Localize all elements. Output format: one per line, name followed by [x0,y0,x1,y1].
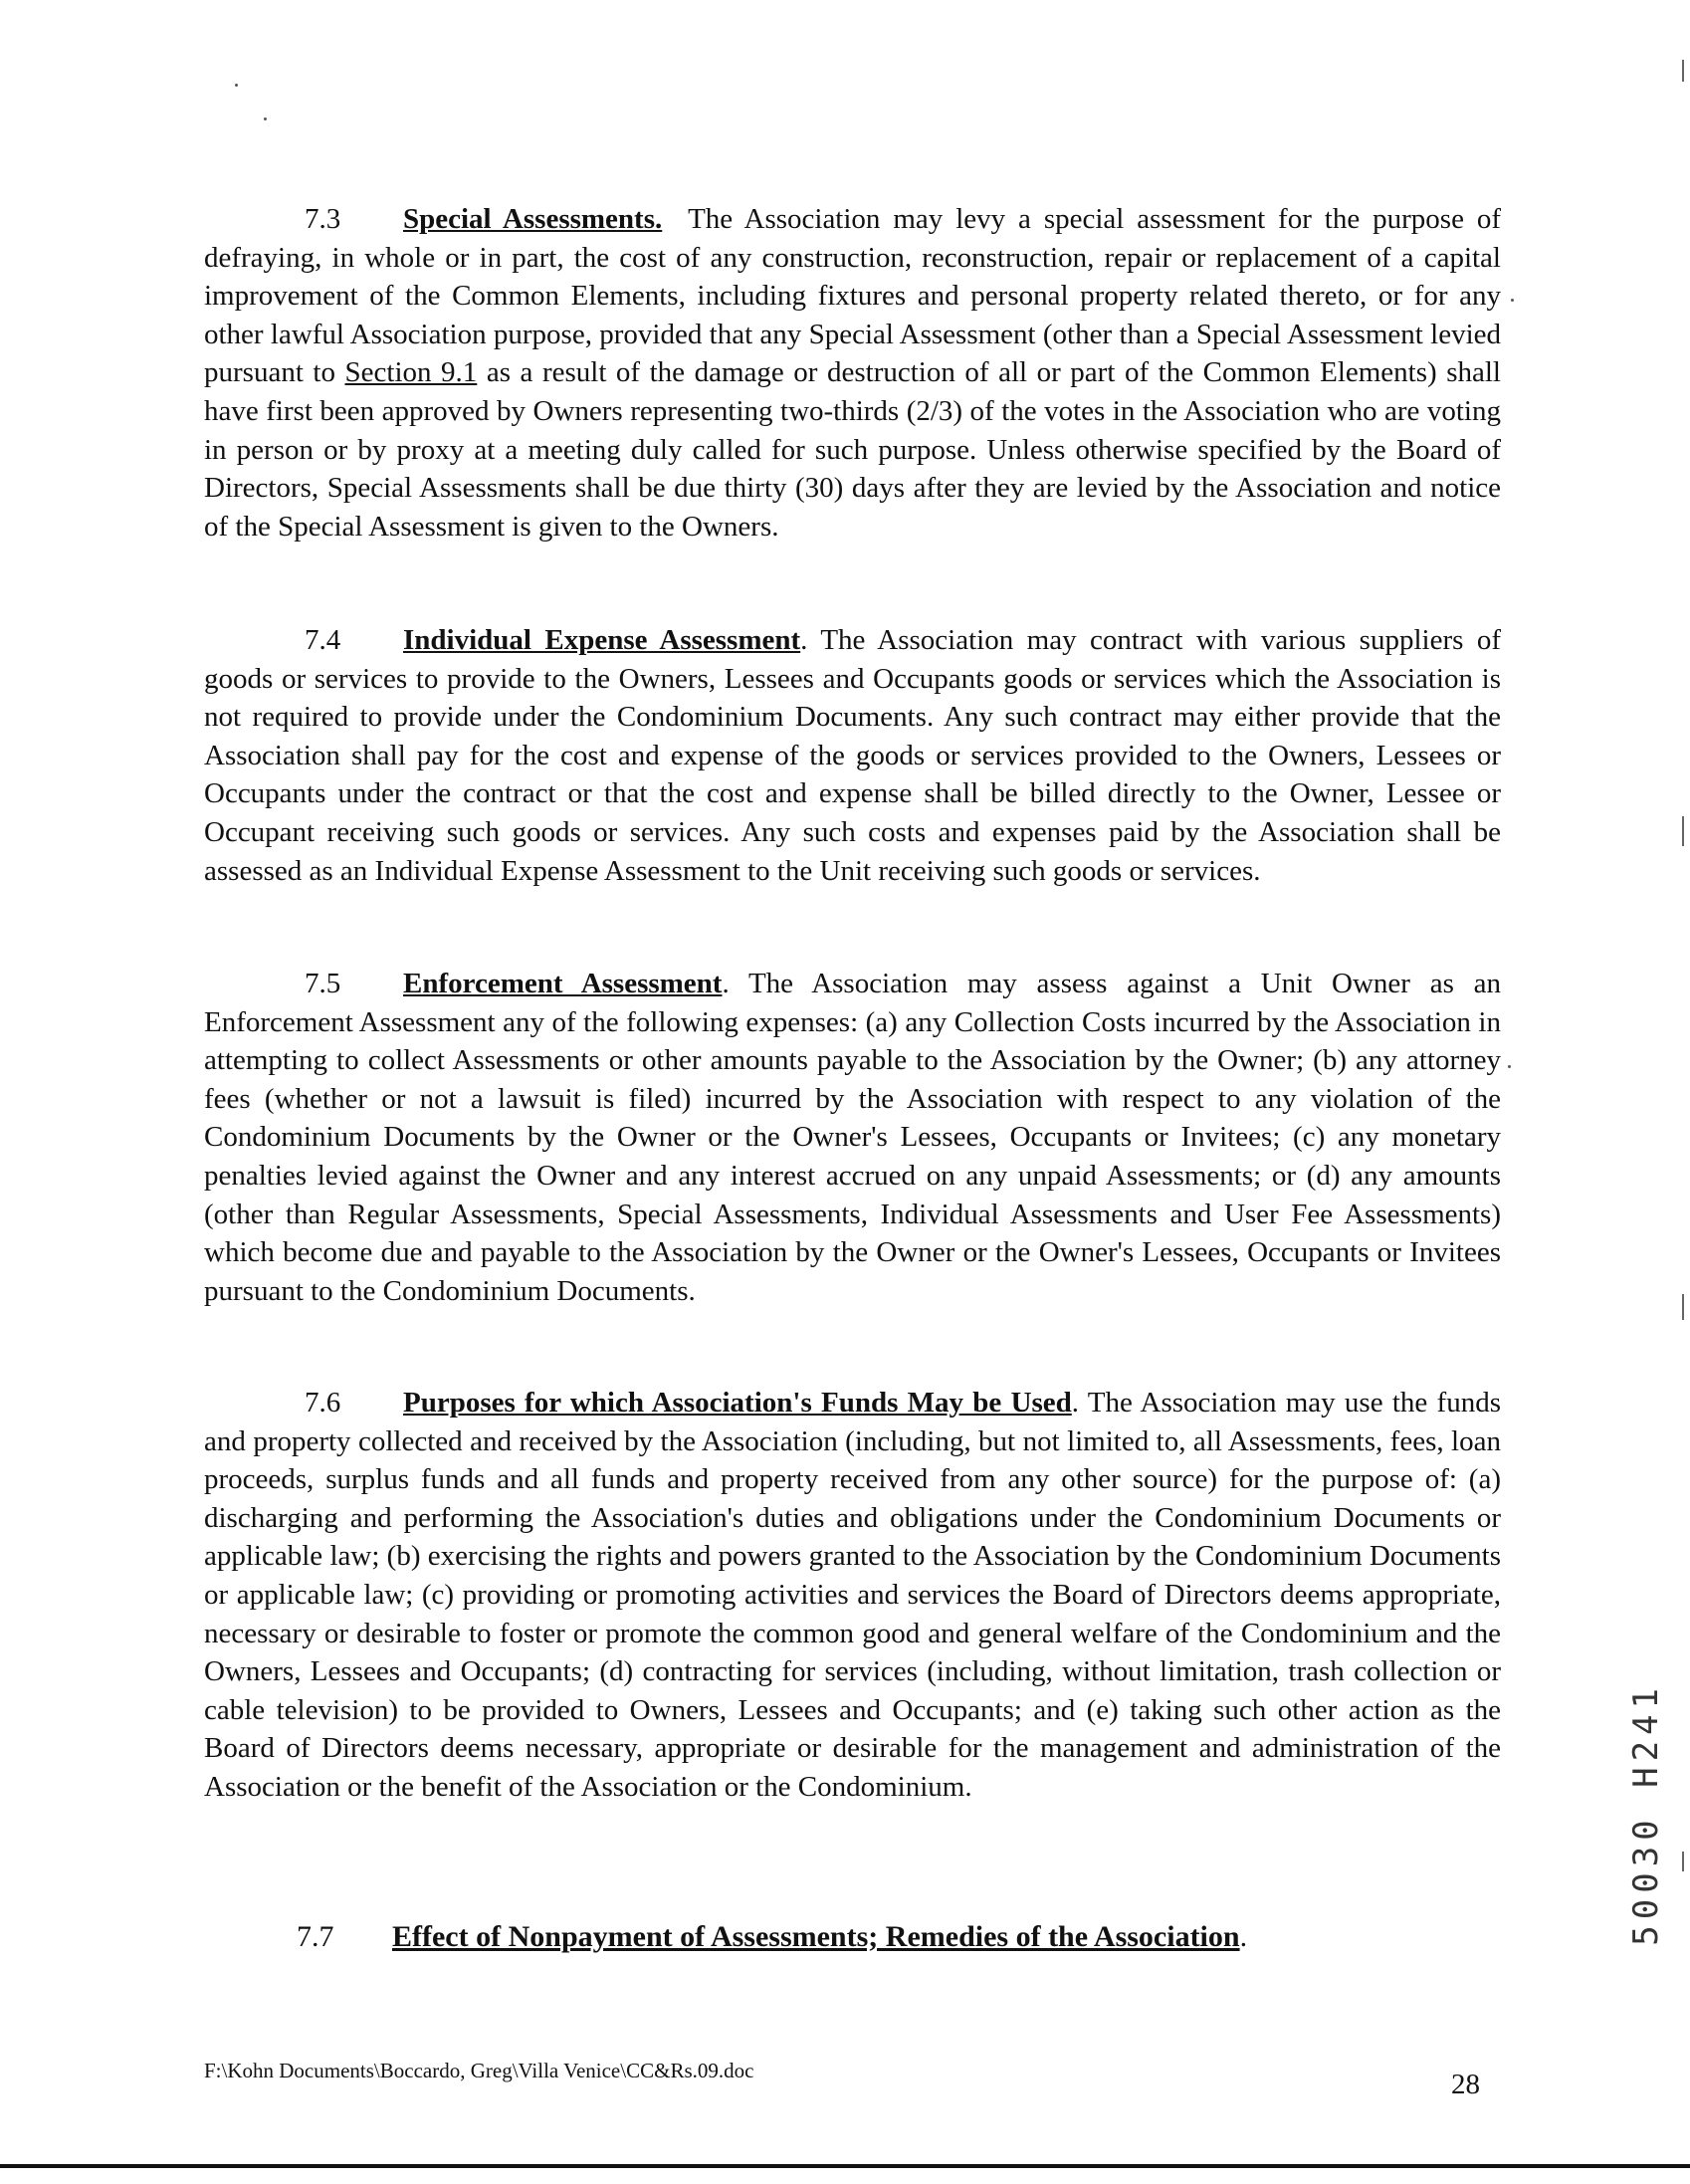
section-7-4 [204,621,1501,890]
section-heading: Individual Expense Assessment [403,624,801,656]
section-7-3 [204,200,1501,546]
section-7-6 [204,1384,1501,1807]
section-7-7 [297,1918,1391,1957]
section-body: . The Association may use the funds and property collected and received by the Association (including, but not limited to, all Assessments, fees, loan proceeds, surplus funds and all funds and property received from any other source) for the purpose of: (a) discharging and performing the Association's duties and obligations under the Condominium Documents or applicable law; (b) exercising the rights and powers granted to the Association by the Condominium Documents or applicable law; (c) providing or promoting activities and services the Board of Directors deems appropriate, necessary or desirable to foster or promote the common good and general welfare of the Condominium and the Owners, Lessees and Occupants; (d) contracting for services (including, without limitation, trash collection or cable television) to be provided to Owners, Lessees and Occupants; and (e) taking such other action as the Board of Directors deems necessary, appropriate or desirable for the management and administration of the Association or the benefit of the Association or the Condominium. [204,1387,1501,1803]
scan-edge-mark [1682,1852,1684,1871]
page-number: 28 [1451,2069,1480,2100]
section-7-5 [204,965,1501,1310]
section-body: . [1239,1920,1248,1953]
section-heading: Enforcement Assessment [403,968,723,999]
scan-speck [1511,299,1514,302]
scan-edge-mark [1682,1294,1684,1320]
section-body: The Association may levy a special assessment for the purpose of defraying, in whole or in part, the cost of any construction, reconstruction, repair or replacement of a capital improvement of the Common Elements, including fixtures and personal property related thereto, or for any other lawful Association purpose, provided that any Special Assessment (other than a Special Assessment levied pursuant to [204,203,1502,389]
section-heading: Special Assessments. [403,203,663,235]
section-heading: Effect of Nonpayment of Assessments; Remedies of the Association [392,1920,1240,1953]
margin-stamp: 50030 H241 [1626,1682,1666,1946]
footer-file-path: F:\Kohn Documents\Boccardo, Greg\Villa Venice\CC&Rs.09.doc [204,2059,754,2082]
scan-speck [235,84,238,87]
scan-edge-mark [1682,60,1684,82]
section-number: 7.3 [305,203,341,235]
section-heading: Purposes for which Association's Funds May be Used [403,1387,1072,1419]
section-body-continued: as a result of the damage or destruction of all or part of the Common Elements) shall have first been approved by Owners representing two-thirds (2/3) of the votes in the Association who are voting in person or by proxy at a meeting duly called for such purpose. Unless otherwise specified by the Board of Directors, Special Assessments shall be due thirty (30) days after they are levied by the Association and notice of the Special Assessment is given to the Owners. [204,356,1501,543]
scan-speck [264,117,267,120]
scan-bottom-rule [0,2164,1690,2168]
section-number: 7.7 [297,1920,334,1953]
scan-speck [1508,1065,1511,1068]
section-body: . The Association may assess against a Unit Owner as an Enforcement Assessment any of the following expenses: (a) any Collection Costs incurred by the Association in attempting to collect Assessments or other amounts payable to the Association by the Owner; (b) any attorney fees (whether or not a lawsuit is filed) incurred by the Association with respect to any violation of the Condominium Documents by the Owner or the Owner's Lessees, Occupants or Invitees; (c) any monetary penalties levied against the Owner and any interest accrued on any unpaid Assessments; or (d) any amounts (other than Regular Assessments, Special Assessments, Individual Assessments and User Fee Assessments) which become due and payable to the Association by the Owner or the Owner's Lessees, Occupants or Invitees pursuant to the Condominium Documents. [204,968,1501,1307]
section-reference: Section 9.1 [344,356,478,389]
section-body: . The Association may contract with various suppliers of goods or services to provide to the Owners, Lessees and Occupants goods or services which the Association is not required to provide under the Condominium Documents. Any such contract may either provide that the Association shall pay for the cost and expense of the goods or services provided to the Owners, Lessees or Occupants under the contract or that the cost and expense shall be billed directly to the Owner, Lessee or Occupant receiving such goods or services. Any such costs and expenses paid by the Association shall be assessed as an Individual Expense Assessment to the Unit receiving such goods or services. [204,624,1501,887]
section-number: 7.5 [305,968,341,999]
section-number: 7.4 [305,624,341,656]
scan-edge-mark [1682,816,1684,846]
section-number: 7.6 [305,1387,341,1419]
